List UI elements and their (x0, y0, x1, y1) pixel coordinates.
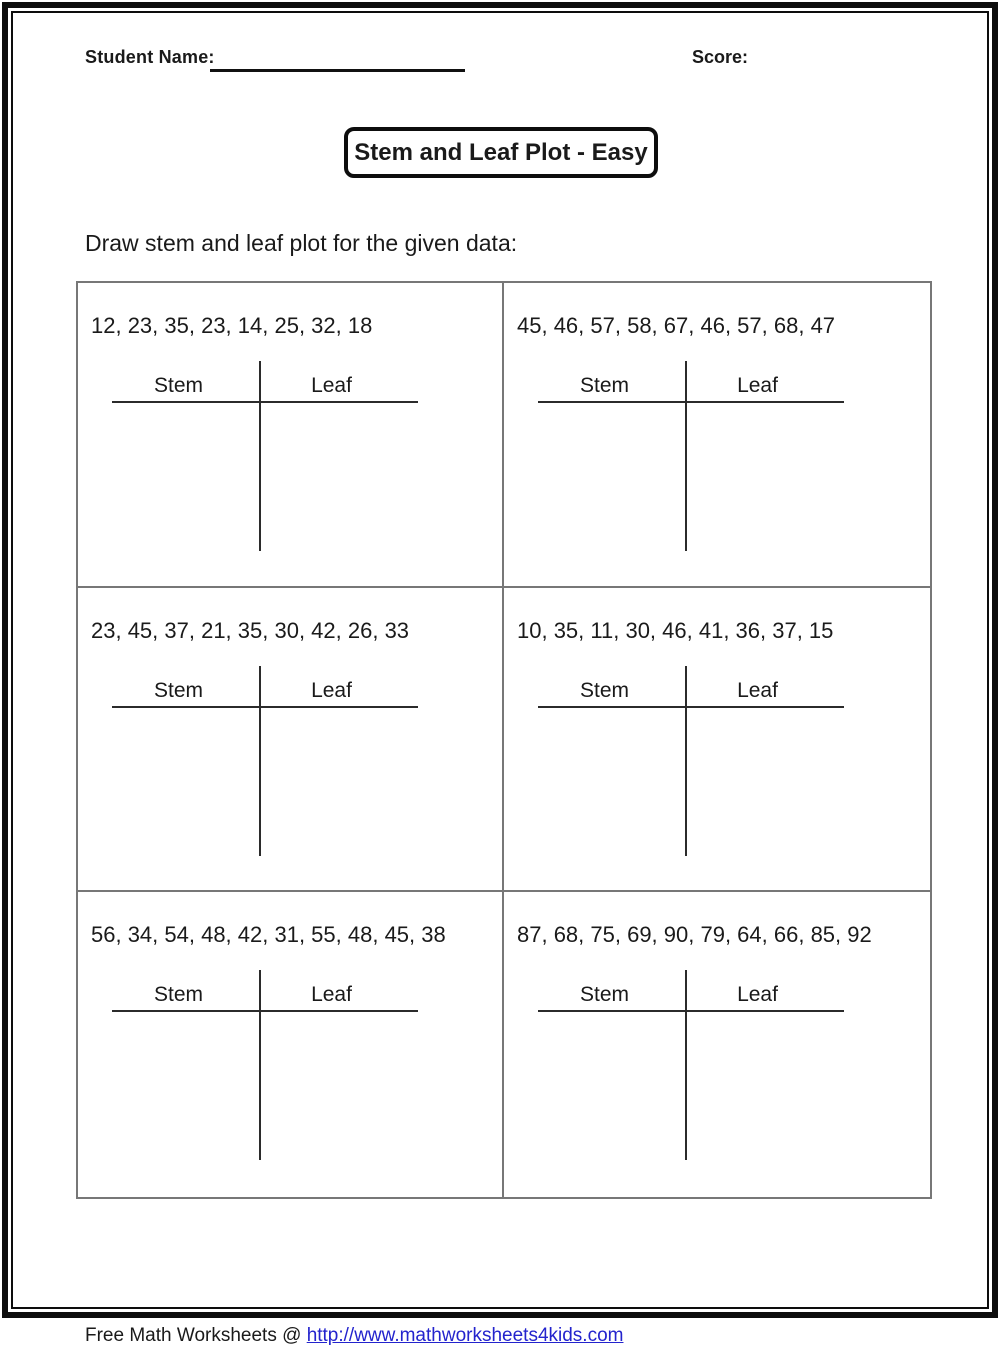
problem-cell-6 (504, 892, 930, 1197)
stem-leaf-divider-line (259, 666, 261, 856)
leaf-label: Leaf (737, 983, 778, 1007)
stem-label: Stem (579, 678, 629, 702)
problem-cell-5 (78, 892, 504, 1197)
stem-label: Stem (153, 374, 203, 397)
stem-leaf-header-5 (112, 970, 418, 1012)
student-name-label: Student Name: (85, 47, 215, 67)
problem-data-6: 87, 68, 75, 69, 90, 79, 64, 66, 85, 92 (517, 922, 872, 948)
problem-grid (76, 281, 932, 1199)
footer-link[interactable]: http://www.mathworksheets4kids.com (306, 1325, 624, 1346)
stem-leaf-divider-line (685, 361, 687, 551)
footer (85, 1325, 623, 1347)
leaf-label: Leaf (737, 678, 778, 702)
stem-label: Stem (153, 983, 203, 1007)
worksheet-title: Stem and Leaf Plot - Easy (354, 138, 648, 166)
stem-leaf-header-4 (538, 666, 844, 708)
footer-text: Free Math Worksheets @ (85, 1325, 307, 1346)
score-label: Score: (692, 47, 749, 67)
stem-label: Stem (579, 983, 629, 1007)
leaf-label: Leaf (311, 678, 352, 702)
stem-leaf-header-1 (112, 361, 418, 403)
leaf-label: Leaf (311, 983, 352, 1007)
stem-leaf-header-2 (538, 361, 844, 403)
problem-data-4: 10, 35, 11, 30, 46, 41, 36, 37, 15 (517, 617, 834, 643)
stem-label: Stem (153, 678, 203, 702)
problem-data-5: 56, 34, 54, 48, 42, 31, 55, 48, 45, 38 (91, 922, 446, 948)
stem-leaf-header-3 (112, 666, 418, 708)
problem-cell-2 (504, 283, 930, 588)
stem-leaf-plot-6 (538, 970, 844, 1160)
stem-leaf-plot-1 (112, 361, 418, 551)
problem-cell-4 (504, 588, 930, 893)
stem-leaf-plot-2 (538, 361, 844, 551)
stem-leaf-divider-line (259, 361, 261, 551)
problem-data-3: 23, 45, 37, 21, 35, 30, 42, 26, 33 (91, 617, 410, 643)
leaf-label: Leaf (311, 374, 352, 397)
student-name-blank-line (210, 46, 465, 72)
leaf-label: Leaf (737, 374, 778, 397)
stem-leaf-plot-5 (112, 970, 418, 1160)
problem-data-2: 45, 46, 57, 58, 67, 46, 57, 68, 47 (517, 313, 836, 338)
problem-data-1: 12, 23, 35, 23, 14, 25, 32, 18 (91, 313, 373, 338)
stem-leaf-header-6 (538, 970, 844, 1012)
instruction-text: Draw stem and leaf plot for the given data: (85, 230, 518, 256)
problem-cell-1 (78, 283, 504, 588)
stem-leaf-plot-3 (112, 666, 418, 856)
stem-label: Stem (579, 374, 629, 397)
stem-leaf-plot-4 (538, 666, 844, 856)
worksheet-title-box (344, 127, 658, 178)
stem-leaf-divider-line (685, 666, 687, 856)
stem-leaf-divider-line (685, 970, 687, 1160)
stem-leaf-divider-line (259, 970, 261, 1160)
problem-cell-3 (78, 588, 504, 893)
